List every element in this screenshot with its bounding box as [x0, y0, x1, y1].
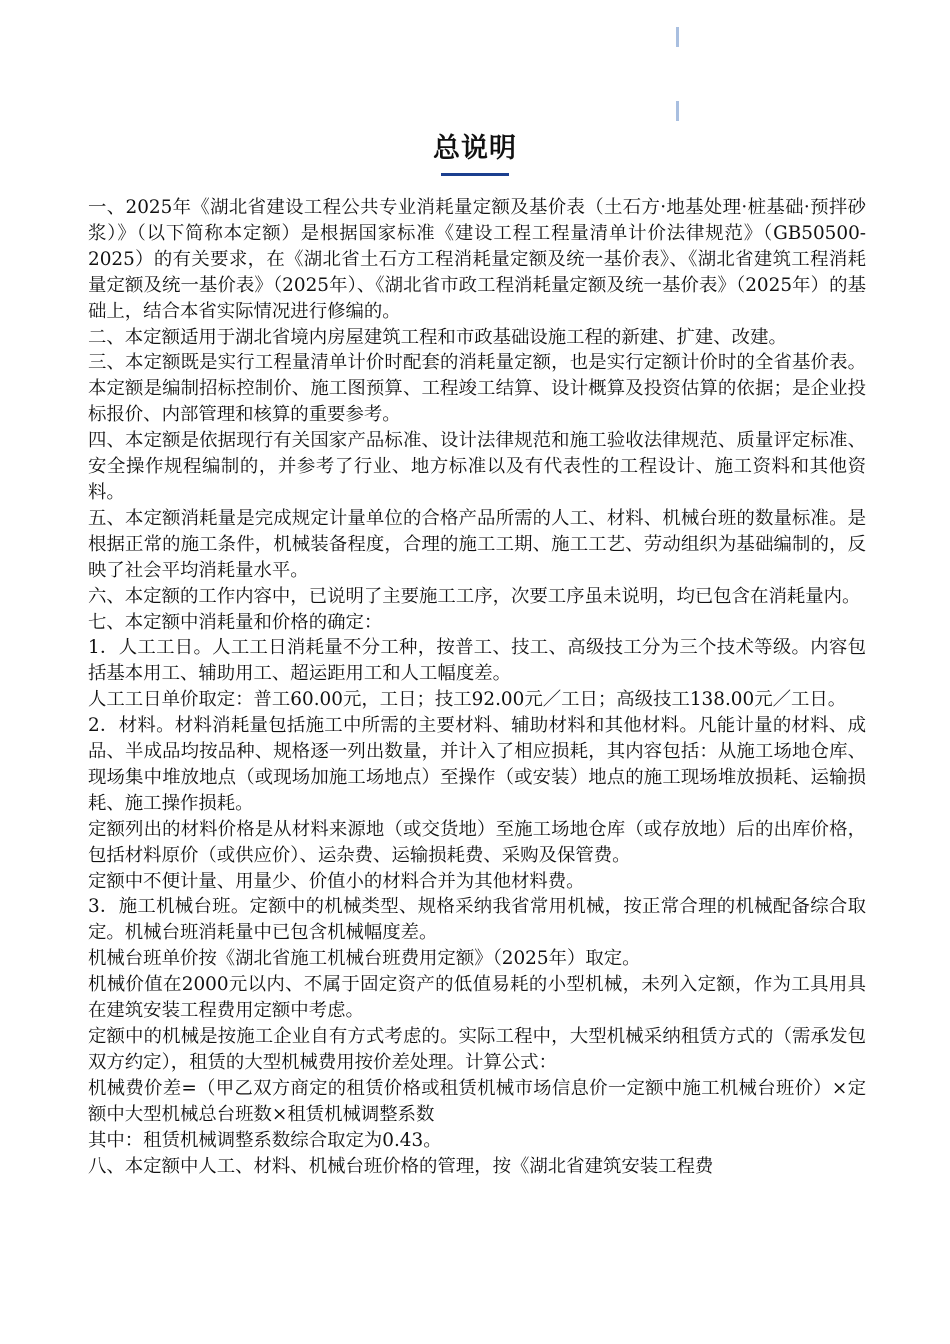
page-marker-bottom — [676, 101, 679, 121]
document-body — [88, 195, 866, 1179]
paragraph-6: 六、本定额的工作内容中，已说明了主要施工工序，次要工序虽未说明，均已包含在消耗量内。 — [88, 585, 861, 607]
paragraph-7-3-lease: 定额中的机械是按施工企业自有方式考虑的。实际工程中，大型机械采纳租赁方式的（需承发包双方约定），租赁的大型机械费用按价差处理。计算公式： — [88, 1026, 866, 1073]
page-marker-top — [676, 27, 679, 47]
paragraph-7-3-formula: 机械费价差=（甲乙双方商定的租赁价格或租赁机械市场信息价一定额中施工机械台班价）×定额中大型机械总台班数×租赁机械调整系数 — [88, 1077, 866, 1125]
paragraph-7-2: 2．材料。材料消耗量包括施工中所需的主要材料、辅助材料和其他材料。凡能计量的材料、成品、半成品均按品种、规格逐一列出数量，并计入了相应损耗，其内容包括：从施工场地仓库、现场集中堆放地点（或现场加施工场地点）至操作（或安装）地点的施工现场堆放损耗、运输损耗、施工操作损耗。 — [88, 715, 866, 814]
paragraph-7: 七、本定额中消耗量和价格的确定： — [88, 611, 383, 633]
paragraph-7-2-other: 定额中不便计量、用量少、价值小的材料合并为其他材料费。 — [88, 870, 585, 892]
paragraph-7-1: 1．人工工日。人工工日消耗量不分工种，按普工、技工、高级技工分为三个技术等级。内容包括基本用工、辅助用工、超运距用工和人工幅度差。 — [88, 637, 866, 685]
page-title: 总说明 — [433, 133, 517, 164]
paragraph-7-3-coefficient: 其中：租赁机械调整系数综合取定为0.43。 — [88, 1129, 442, 1151]
paragraph-7-2-price: 定额列出的材料价格是从材料来源地（或交货地）至施工场地仓库（或存放地）后的出库价格，包括材料原价（或供应价）、运杂费、运输损耗费、采购及保管费。 — [88, 818, 866, 866]
paragraph-7-3: 3．施工机械台班。定额中的机械类型、规格采纳我省常用机械，按正常合理的机械配备综合取定。机械台班消耗量中已包含机械幅度差。 — [88, 896, 866, 944]
paragraph-7-3-small: 机械价值在2000元以内、不属于固定资产的低值易耗的小型机械，未列入定额，作为工具用具在建筑安装工程费用定额中考虑。 — [88, 974, 866, 1022]
paragraph-8: 八、本定额中人工、材料、机械台班价格的管理，按《湖北省建筑安装工程费 — [88, 1155, 714, 1177]
paragraph-7-1-price: 人工工日单价取定：普工60.00元，工日；技工92.00元／工日；高级技工138.00元／工日。 — [88, 689, 847, 711]
paragraph-1: 一、2025年《湖北省建设工程公共专业消耗量定额及基价表（土石方·地基处理·桩基础·预拌砂浆）》（以下简称本定额）是根据国家标准《建设工程工程量清单计价法律规范》（GB50500-2025）的有关要求，在《湖北省土石方工程消耗量定额及统一基价表》、《湖北省建筑工程消耗量定额及统一基价表》（2025年）、《湖北省市政工程消耗量定额及统一基价表》（2025年）的基础上，结合本省实际情况进行修编的。 — [88, 197, 866, 322]
paragraph-5: 五、本定额消耗量是完成规定计量单位的合格产品所需的人工、材料、机械台班的数量标准。是根据正常的施工条件，机械装备程度，合理的施工工期、施工工艺、劳动组织为基础编制的，反映了社会平均消耗量水平。 — [88, 507, 866, 581]
paragraph-2: 二、本定额适用于湖北省境内房屋建筑工程和市政基础设施工程的新建、扩建、改建。 — [88, 326, 787, 348]
title-block — [0, 126, 950, 176]
paragraph-7-3-price: 机械台班单价按《湖北省施工机械台班费用定额》（2025年）取定。 — [88, 948, 641, 970]
paragraph-4: 四、本定额是依据现行有关国家产品标准、设计法律规范和施工验收法律规范、质量评定标准、安全操作规程编制的，并参考了行业、地方标准以及有代表性的工程设计、施工资料和其他资料。 — [88, 430, 866, 503]
title-underline — [441, 173, 509, 176]
paragraph-3: 三、本定额既是实行工程量清单计价时配套的消耗量定额，也是实行定额计价时的全省基价表。本定额是编制招标控制价、施工图预算、工程竣工结算、设计概算及投资估算的依据；是企业投标报价、内部管理和核算的重要参考。 — [88, 352, 866, 426]
